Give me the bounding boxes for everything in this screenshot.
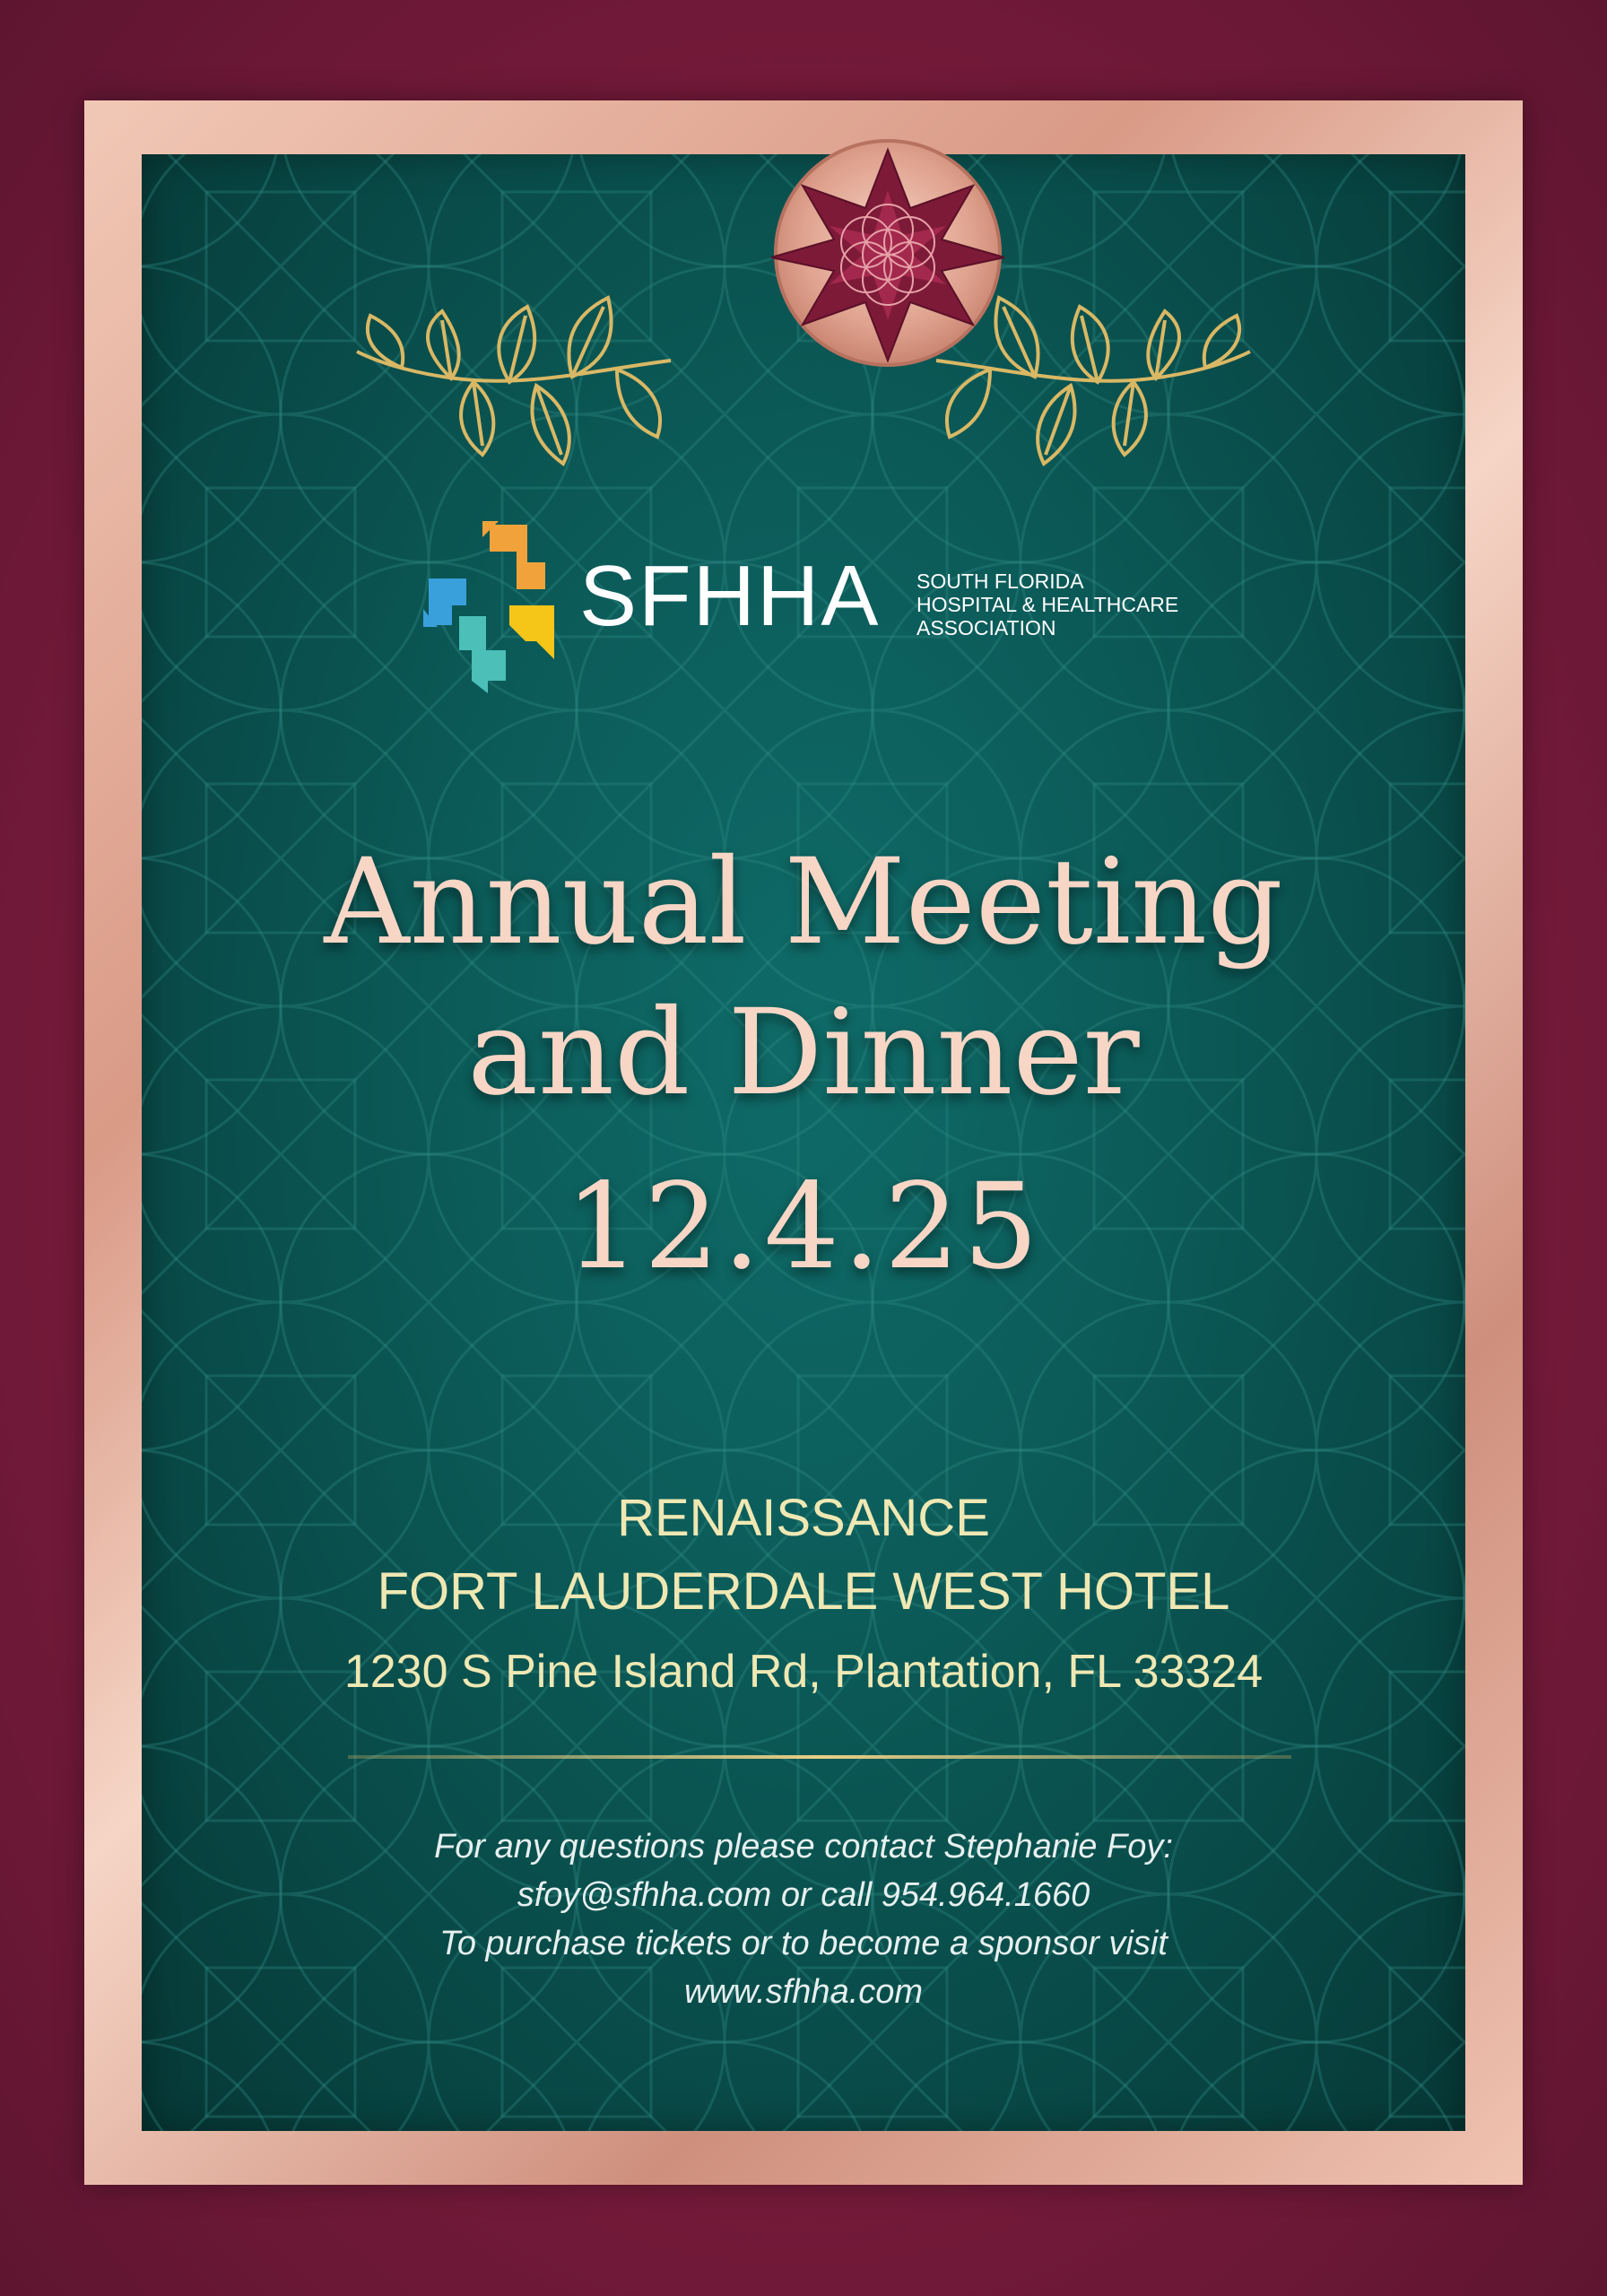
gold-divider — [348, 1755, 1291, 1759]
star-medallion-ornament — [708, 100, 1067, 459]
venue-name-line-1: RENAISSANCE — [617, 1489, 990, 1547]
contact-line-3: To purchase tickets or to become a sponsor visit — [439, 1925, 1168, 1962]
logo-subtitle-line: SOUTH FLORIDA — [916, 570, 1084, 593]
event-title-line-1: Annual Meeting — [324, 833, 1283, 971]
logo-subtitle — [916, 570, 1178, 639]
event-date: 12.4.25 — [565, 1158, 1042, 1296]
logo-subtitle-line: ASSOCIATION — [916, 616, 1056, 639]
venue-name-line-2: FORT LAUDERDALE WEST HOTEL — [377, 1562, 1230, 1621]
contact-email-phone[interactable]: sfoy@sfhha.com or call 954.964.1660 — [517, 1876, 1090, 1914]
logo-subtitle-line: HOSPITAL & HEALTHCARE — [916, 593, 1179, 616]
sfhha-logo — [420, 516, 1209, 695]
logo-wordmark: SFHHA — [579, 548, 881, 644]
left-gold-leaf-branch — [348, 289, 680, 477]
venue-address: 1230 S Pine Island Rd, Plantation, FL 33324 — [343, 1646, 1264, 1698]
event-title-line-2: and Dinner — [467, 984, 1140, 1122]
contact-line-1: For any questions please contact Stephanie Foy: — [434, 1828, 1173, 1866]
website-link[interactable]: www.sfhha.com — [683, 1973, 924, 2011]
rose-gold-frame — [84, 100, 1523, 2185]
cross-logo-icon — [420, 516, 563, 695]
